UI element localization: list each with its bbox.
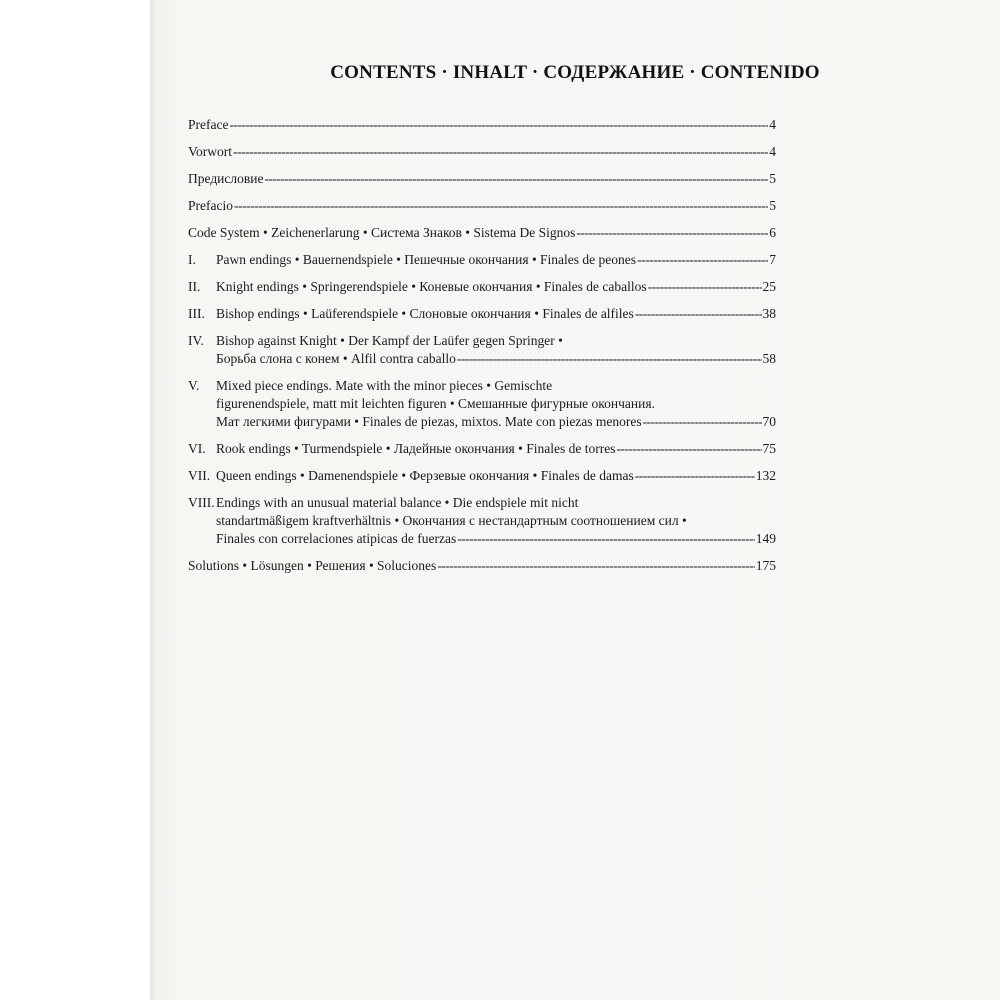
toc-entry-line bbox=[216, 467, 776, 485]
toc-entry-line bbox=[188, 557, 776, 575]
dash-leader bbox=[648, 278, 762, 296]
left-margin bbox=[0, 0, 150, 1000]
toc-entry-title: Queen endings • Damenendspiele • Ферзевые окончания • Finales de damas bbox=[216, 468, 634, 483]
page-number: 6 bbox=[769, 225, 776, 240]
toc-entry-title: Мат легкими фигурами • Finales de piezas, mixtos. Mate con piezas menores bbox=[216, 414, 642, 429]
toc-entry-title: Борьба слона с конем • Alfil contra caballo bbox=[216, 351, 456, 366]
page-number: 149 bbox=[755, 531, 776, 546]
toc-entry[interactable] bbox=[188, 197, 776, 215]
page-number: 25 bbox=[762, 279, 776, 294]
toc-entry-body bbox=[188, 224, 776, 242]
toc-entry-line bbox=[216, 251, 776, 269]
toc-entry[interactable] bbox=[188, 440, 776, 458]
entry-spacer bbox=[188, 215, 776, 224]
dash-leader bbox=[457, 530, 754, 548]
chapter-number: II. bbox=[188, 279, 201, 294]
page-number: 38 bbox=[762, 306, 776, 321]
toc-entry-line: Endings with an unusual material balance • Die endspiele mit nicht bbox=[216, 495, 579, 510]
toc-entry-title: Preface bbox=[188, 117, 229, 132]
entry-spacer bbox=[188, 188, 776, 197]
toc-entry-body bbox=[188, 557, 776, 575]
page-number: 75 bbox=[762, 441, 776, 456]
toc-entry-body bbox=[216, 377, 776, 431]
table-of-contents bbox=[188, 116, 776, 575]
toc-entry[interactable] bbox=[188, 278, 776, 296]
entry-spacer bbox=[188, 296, 776, 305]
toc-entry-line: Bishop against Knight • Der Kampf der Laüfer gegen Springer • bbox=[216, 333, 563, 348]
page-number: 4 bbox=[769, 144, 776, 159]
entry-spacer bbox=[188, 368, 776, 377]
toc-entry-title: Prefacio bbox=[188, 198, 233, 213]
entry-spacer bbox=[188, 485, 776, 494]
toc-entry-body bbox=[188, 116, 776, 134]
toc-entry-line bbox=[216, 530, 776, 548]
chapter-number: I. bbox=[188, 252, 196, 267]
toc-entry-line bbox=[188, 224, 776, 242]
dash-leader bbox=[437, 557, 754, 575]
toc-entry-body bbox=[216, 494, 776, 548]
page-number: 5 bbox=[769, 198, 776, 213]
toc-entry[interactable] bbox=[188, 557, 776, 575]
toc-entry-line: standartmäßigem kraftverhältnis • Окончания с нестандартным соотношением сил • bbox=[216, 513, 687, 528]
toc-entry-line bbox=[188, 197, 776, 215]
entry-spacer bbox=[188, 134, 776, 143]
toc-entry-title: Rook endings • Turmendspiele • Ладейные окончания • Finales de torres bbox=[216, 441, 616, 456]
chapter-number: III. bbox=[188, 306, 205, 321]
toc-entry-title: Finales con correlaciones atipicas de fuerzas bbox=[216, 531, 457, 546]
dash-leader bbox=[457, 350, 762, 368]
entry-spacer bbox=[188, 269, 776, 278]
dash-leader bbox=[635, 305, 762, 323]
page-number: 58 bbox=[762, 351, 776, 366]
page-number: 7 bbox=[769, 252, 776, 267]
entry-spacer bbox=[188, 458, 776, 467]
chapter-number: VIII. bbox=[188, 495, 215, 510]
toc-entry-body bbox=[216, 332, 776, 368]
page-number: 175 bbox=[755, 558, 776, 573]
dash-leader bbox=[264, 170, 768, 188]
dash-leader bbox=[229, 116, 768, 134]
chapter-number: IV. bbox=[188, 333, 204, 348]
toc-entry-line bbox=[216, 413, 776, 431]
dash-leader bbox=[637, 251, 768, 269]
toc-entry-line bbox=[188, 170, 776, 188]
dash-leader bbox=[635, 467, 755, 485]
toc-entry[interactable] bbox=[188, 377, 776, 431]
chapter-number: V. bbox=[188, 378, 200, 393]
toc-entry-line bbox=[188, 143, 776, 161]
toc-entry[interactable] bbox=[188, 305, 776, 323]
toc-entry-line bbox=[216, 278, 776, 296]
toc-entry-title: Предисловие bbox=[188, 171, 264, 186]
toc-entry-body bbox=[188, 143, 776, 161]
toc-entry-title: Pawn endings • Bauernendspiele • Пешечные окончания • Finales de peones bbox=[216, 252, 637, 267]
entry-spacer bbox=[188, 242, 776, 251]
toc-entry-body bbox=[188, 170, 776, 188]
toc-entry-body bbox=[216, 305, 776, 323]
dash-leader bbox=[576, 224, 768, 242]
toc-entry-line: Mixed piece endings. Mate with the minor pieces • Gemischte bbox=[216, 378, 553, 393]
toc-entry-body bbox=[216, 278, 776, 296]
toc-entry[interactable] bbox=[188, 251, 776, 269]
toc-entry-title: Knight endings • Springerendspiele • Коневые окончания • Finales de caballos bbox=[216, 279, 647, 294]
toc-entry-body bbox=[216, 467, 776, 485]
toc-entry-line: figurenendspiele, matt mit leichten figuren • Смешанные фигурные окончания. bbox=[216, 396, 655, 411]
page-number: 4 bbox=[769, 117, 776, 132]
toc-entry-body bbox=[216, 440, 776, 458]
chapter-number: VI. bbox=[188, 441, 206, 456]
page-number: 132 bbox=[755, 468, 776, 483]
toc-entry[interactable] bbox=[188, 143, 776, 161]
toc-entry[interactable] bbox=[188, 170, 776, 188]
entry-spacer bbox=[188, 548, 776, 557]
toc-entry-title: Solutions • Lösungen • Решения • Soluciones bbox=[188, 558, 437, 573]
entry-spacer bbox=[188, 161, 776, 170]
dash-leader bbox=[643, 413, 762, 431]
dash-leader bbox=[234, 197, 768, 215]
toc-entry-body bbox=[216, 251, 776, 269]
toc-entry-body bbox=[188, 197, 776, 215]
toc-entry-title: Vorwort bbox=[188, 144, 233, 159]
toc-entry[interactable] bbox=[188, 116, 776, 134]
toc-entry-line bbox=[216, 350, 776, 368]
toc-entry-title: Code System • Zeichenerlarung • Система Знаков • Sistema De Signos bbox=[188, 225, 576, 240]
toc-entry[interactable] bbox=[188, 224, 776, 242]
page-title: CONTENTS · INHALT · СОДЕРЖАНИЕ · CONTENIDO bbox=[330, 62, 820, 83]
dash-leader bbox=[616, 440, 761, 458]
toc-entry[interactable] bbox=[188, 332, 776, 368]
toc-entry-line bbox=[216, 440, 776, 458]
chapter-number: VII. bbox=[188, 468, 211, 483]
toc-entry-title: Bishop endings • Laüferendspiele • Слоновые окончания • Finales de alfiles bbox=[216, 306, 634, 321]
entry-spacer bbox=[188, 431, 776, 440]
dash-leader bbox=[233, 143, 768, 161]
page-number: 5 bbox=[769, 171, 776, 186]
page-number: 70 bbox=[762, 414, 776, 429]
entry-spacer bbox=[188, 323, 776, 332]
toc-entry[interactable] bbox=[188, 467, 776, 485]
toc-entry-line bbox=[188, 116, 776, 134]
toc-entry[interactable] bbox=[188, 494, 776, 548]
toc-entry-line bbox=[216, 305, 776, 323]
